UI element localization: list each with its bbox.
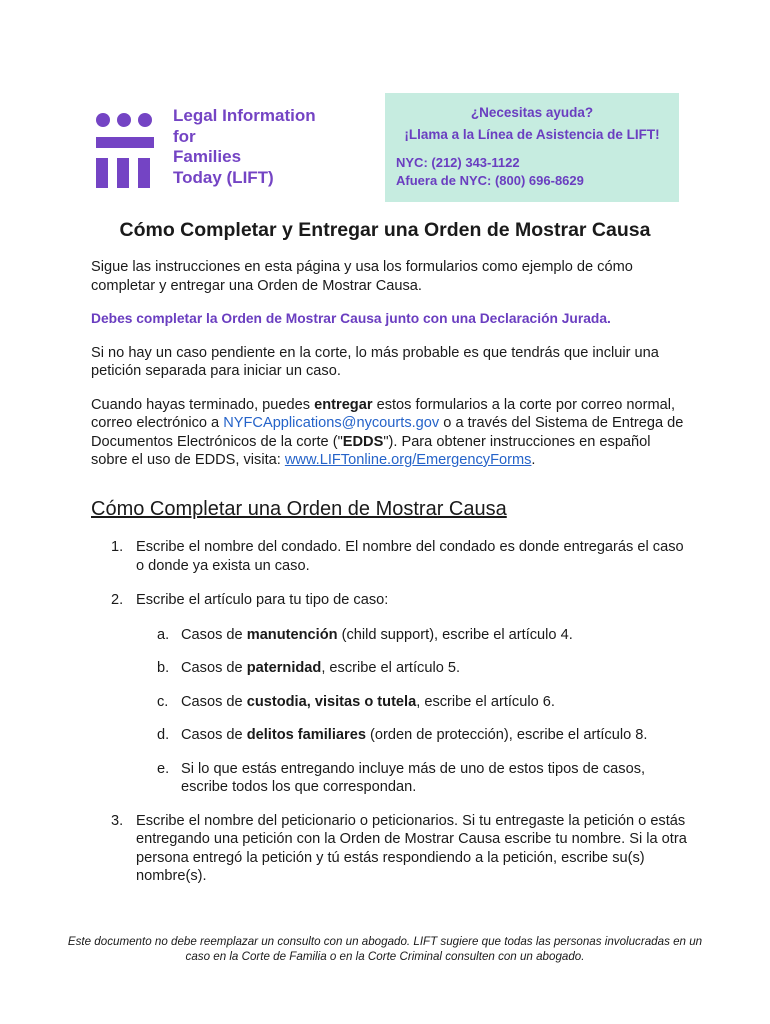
- sub-letter: a.: [157, 626, 170, 643]
- step-text: Escribe el nombre del condado. El nombre del condado es donde entregarás el caso o donde ya exista un caso.: [136, 539, 684, 574]
- step-text: Escribe el nombre del peticionario o peticionarios. Si tu entregaste la petición o estás entregando una petición con la Orden de Mostrar Causa escribe tu nombre. Si la otra persona entregó la petición y tú estás respondiendo a la petición, escribe su(s) nombre(s).: [136, 812, 687, 884]
- help-subtitle: ¡Llama a la Línea de Asistencia de LIFT!: [404, 127, 660, 142]
- intro-section: [91, 258, 691, 470]
- step-number: 3.: [111, 812, 124, 829]
- sub-item: [91, 626, 691, 645]
- intro-paragraph: Sigue las instrucciones en esta página y usa los formularios como ejemplo de cómo completar y entregar una Orden de Mostrar Causa.: [91, 259, 633, 294]
- sub-text: (child support), escribe el artículo 4.: [337, 626, 573, 643]
- lift-logo: [96, 112, 158, 188]
- sub-bold: paternidad: [246, 660, 322, 676]
- sub-text: Casos de: [181, 693, 247, 710]
- sub-text: (orden de protección), escribe el artículo 8.: [365, 727, 648, 743]
- footer-disclaimer: Este documento no debe reemplazar un consulto con un abogado. LIFT sugiere que todas las personas involucradas en un caso en la Corte de Familia o en la Corte Criminal consulten con un abogado.: [67, 935, 703, 963]
- step-item: [91, 591, 691, 610]
- sub-bold: manutención: [246, 626, 338, 643]
- sub-text: , escribe el artículo 5.: [321, 660, 461, 676]
- sub-letter: d.: [157, 727, 170, 743]
- help-box: [385, 93, 679, 202]
- sub-letter: e.: [157, 760, 170, 777]
- section-title: Cómo Completar una Orden de Mostrar Causa: [91, 498, 507, 520]
- submit-text: "). Para obtener instrucciones en español sobre el uso de EDDS, visita:: [91, 433, 651, 468]
- outside-nyc-phone: Afuera de NYC: (800) 696-8629: [396, 173, 584, 188]
- page-title: Cómo Completar y Entregar una Orden de Mostrar Causa: [119, 219, 651, 241]
- notice-paragraph: Debes completar la Orden de Mostrar Causa junto con una Declaración Jurada.: [91, 311, 611, 326]
- submit-bold: entregar: [314, 396, 373, 413]
- step-item: [91, 812, 691, 886]
- email-link[interactable]: NYFCApplications@nycourts.gov: [223, 415, 440, 431]
- nyc-phone: NYC: (212) 343-1122: [396, 155, 520, 170]
- sub-text: Si lo que estás entregando incluye más de uno de estos tipos de casos, escribe todos los que correspondan.: [181, 760, 646, 795]
- step-item: [91, 538, 691, 575]
- sub-text: Casos de: [181, 660, 247, 676]
- submit-text: o a través del Sistema de Entrega de Documentos Electrónicos de la corte (": [91, 415, 684, 450]
- sub-text: Casos de: [181, 626, 247, 643]
- org-name: [173, 106, 363, 188]
- submit-bold: EDDS: [342, 433, 384, 450]
- help-title: ¿Necesitas ayuda?: [470, 105, 594, 120]
- org-name-line: Families: [173, 147, 242, 167]
- step-number: 1.: [111, 539, 124, 555]
- sub-text: Casos de: [181, 727, 247, 743]
- sub-bold: delitos familiares: [246, 727, 366, 743]
- sub-bold: custodia, visitas o tutela: [246, 693, 417, 710]
- sub-item: [91, 693, 691, 712]
- sub-item: [91, 726, 691, 745]
- sub-item: [91, 760, 691, 797]
- sub-letter: b.: [157, 660, 170, 676]
- steps-list: [91, 538, 691, 886]
- sub-item: [91, 659, 691, 678]
- submit-paragraph: [91, 396, 691, 470]
- sub-text: , escribe el artículo 6.: [416, 693, 555, 710]
- step-number: 2.: [111, 592, 124, 608]
- no-case-paragraph: Si no hay un caso pendiente en la corte, lo más probable es que tendrás que incluir una petición separada para iniciar un caso.: [91, 344, 659, 379]
- sub-letter: c.: [157, 693, 169, 710]
- lift-url-link[interactable]: www.LIFTonline.org/EmergencyForms: [284, 452, 532, 468]
- org-name-line: Today (LIFT): [173, 167, 274, 187]
- org-name-line: Legal Information: [173, 106, 316, 125]
- submit-text: Cuando hayas terminado, puedes: [91, 396, 315, 413]
- submit-text: .: [531, 452, 536, 468]
- org-name-line: for: [173, 126, 196, 146]
- step-text: Escribe el artículo para tu tipo de caso:: [136, 592, 389, 608]
- submit-text: estos formularios a la corte por correo normal, correo electrónico a: [91, 396, 676, 431]
